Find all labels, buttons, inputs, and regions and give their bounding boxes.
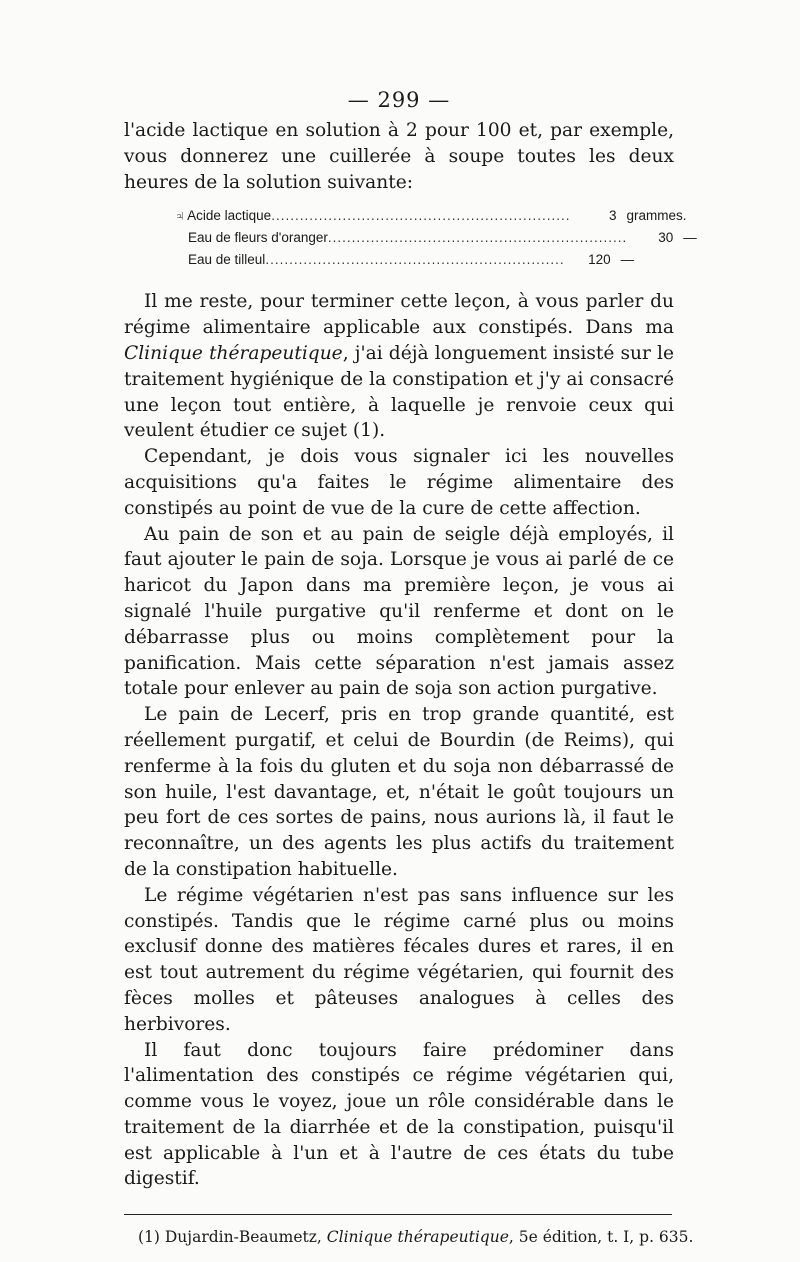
paragraph-5: Le pain de Lecerf, pris en trop grande quantité, est réellement purgatif, et celui de Bourdin (de Reims), qui renferme à la fois du gluten et du soja non débarrassé de son huile, l'est davantage, et, n'était le goût toujours un peu fort de ces sortes de pains, nous aurions là, il faut le reconnaître, un des agents les plus actifs du traitement de la constipation habituelle.	[124, 704, 674, 880]
footnote-book-title: Clinique thérapeutique	[326, 1228, 509, 1247]
formula-quantity: 30	[658, 230, 674, 246]
formula-unit: grammes.	[626, 208, 687, 224]
paragraph-7: Il faut donc toujours faire prédominer dans l'alimentation des constipés ce régime végétarien qui, comme vous le voyez, joue un rôle considérable dans le traitement de la diarrhée et de la constipation, puisqu'il est applicable à l'un et à l'autre de ces états du tube digestif.	[124, 1039, 674, 1190]
leader-dots: ...............................................................	[327, 230, 628, 246]
formula-row	[174, 227, 697, 249]
rx-symbol-icon: ♃	[174, 208, 185, 224]
formula-quantity: 3	[608, 208, 617, 224]
formula-ingredient: Acide lactique	[187, 208, 272, 224]
leader-dots: ...............................................................	[265, 252, 565, 268]
prescription-formula	[174, 205, 697, 271]
paragraph-6: Le régime végétarien n'est pas sans influence sur les constipés. Tandis que le régime carné plus ou moins exclusif donne des matières fécales dures et rares, il en est tout autrement du régime végétarien, qui fournit des fèces molles et pâteuses analogues à celles des herbivores.	[124, 884, 674, 1035]
book-title: Clinique thérapeutique	[124, 342, 343, 364]
formula-ingredient: Eau de fleurs d'oranger	[188, 230, 328, 246]
paragraph-3: Cependant, je dois vous signaler ici les nouvelles acquisitions qu'a faites le régime alimentaire des constipés au point de vue de la cure de cette affection.	[124, 446, 674, 519]
formula-ingredient: Eau de tilleul	[188, 252, 266, 268]
paragraph-2: Il me reste, pour terminer cette leçon, à vous parler du régime alimentaire applicable aux constipés. Dans ma Clinique thérapeutique, j'ai déjà longuement insisté sur le traitement hygiénique de la constipation et j'y ai consacré une leçon tout entière, à laquelle je renvoie ceux qui veulent étudier ce sujet (1).	[124, 291, 674, 442]
paragraph-4: Au pain de son et au pain de seigle déjà employés, il faut ajouter le pain de soja. Lorsque je vous ai parlé de ce haricot du Japon dans ma première leçon, je vous ai signalé l'huile purgative qu'il renferme et dont on le débarrasse plus ou moins complètement pour la panification. Mais cette séparation n'est jamais assez totale pour enlever au pain de soja son action purgative.	[124, 523, 674, 700]
formula-row	[174, 249, 635, 271]
paragraph-1: l'acide lactique en solution à 2 pour 100 et, par exemple, vous donnerez une cuillerée à soupe toutes les deux heures de la solution suivante:	[124, 120, 674, 193]
footnote-divider	[124, 1214, 672, 1215]
formula-row	[174, 205, 687, 227]
page-number: — 299 —	[347, 88, 451, 112]
document-page	[124, 88, 697, 1247]
formula-quantity: 120	[588, 252, 611, 268]
formula-unit: —	[620, 252, 635, 268]
formula-unit: —	[683, 230, 697, 246]
footnote: (1) Dujardin-Beaumetz, Clinique thérapeutique, 5e édition, t. I, p. 635.	[138, 1228, 694, 1247]
leader-dots: ...............................................................	[271, 208, 571, 224]
